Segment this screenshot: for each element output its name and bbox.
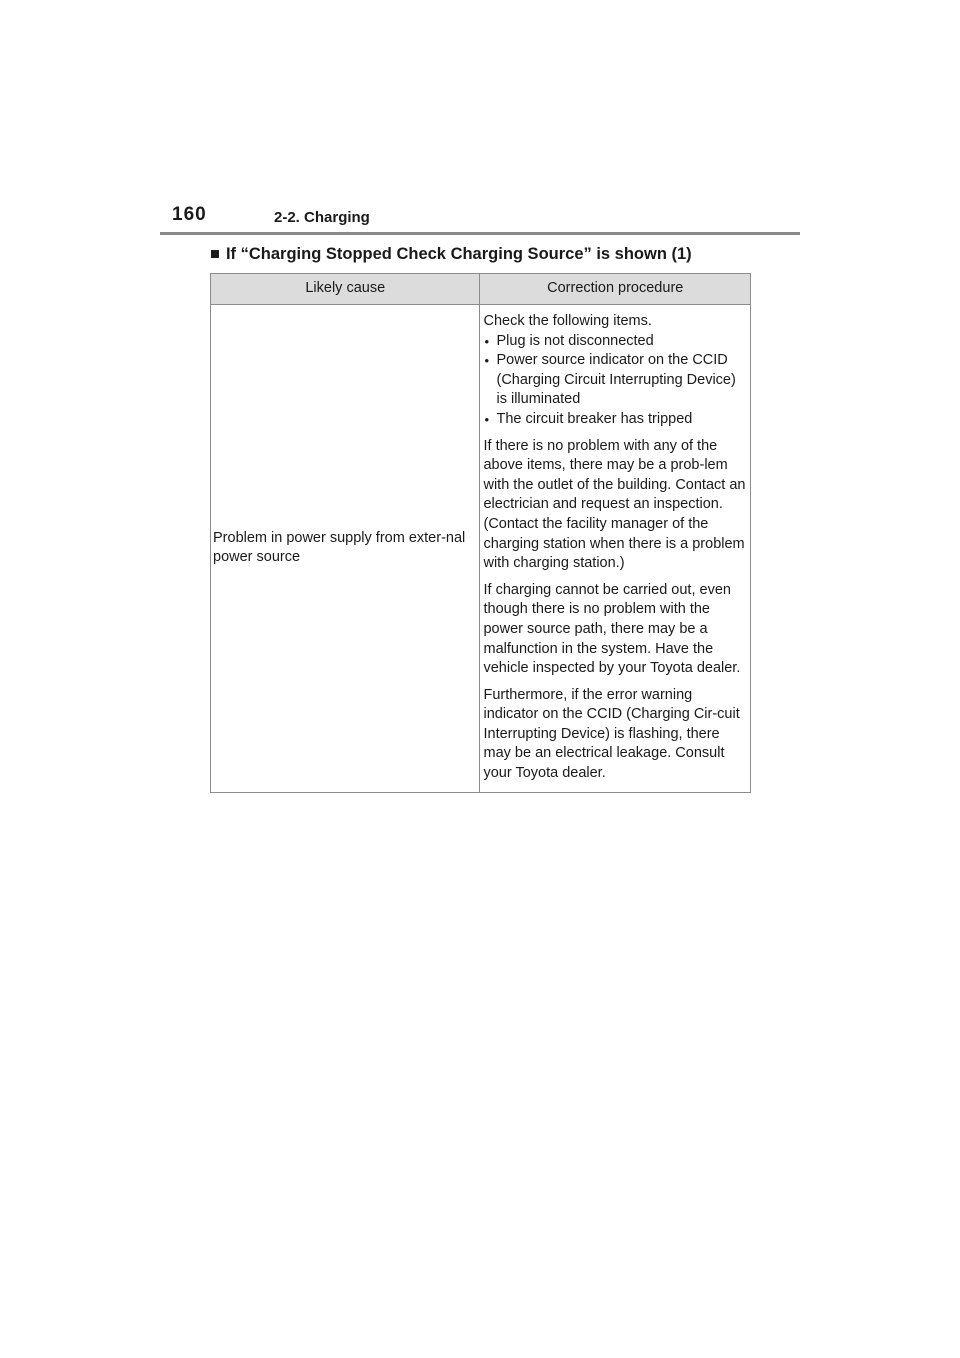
section-heading xyxy=(210,243,692,265)
table-row xyxy=(211,305,751,793)
paragraph-error-warning: Furthermore, if the error warning indicator on the CCID (Charging Cir-cuit Interrupting Device) is flashing, there may be an electrical leakage. Consult your Toyota dealer. xyxy=(483,686,740,782)
list-item-text: The circuit breaker has tripped xyxy=(496,410,693,427)
column-header-correction-procedure: Correction procedure xyxy=(480,274,751,305)
table-header-row xyxy=(211,274,751,305)
check-items-list xyxy=(483,332,746,430)
cause-correction-table xyxy=(210,273,751,793)
section-heading-text: If “Charging Stopped Check Charging Source” is shown (1) xyxy=(225,245,692,263)
paragraph-no-problem: If there is no problem with any of the above items, there may be a prob-lem with the outlet of the building. Contact an electrician and request an inspection. (Contact the facility manager of the charging station when there is a problem with charging station.) xyxy=(483,437,746,572)
list-item xyxy=(483,410,746,430)
page-header xyxy=(172,203,800,233)
list-item xyxy=(483,351,746,410)
bullet-icon: • xyxy=(484,411,490,427)
column-header-likely-cause: Likely cause xyxy=(211,274,480,305)
list-item-text: Power source indicator on the CCID (Charging Circuit Interrupting Device) is illuminated xyxy=(496,352,736,408)
bullet-icon: • xyxy=(484,353,490,369)
square-bullet-icon: ■ xyxy=(210,245,220,263)
check-intro-text: Check the following items. xyxy=(483,313,652,329)
list-item-text: Plug is not disconnected xyxy=(496,332,654,349)
bullet-icon: • xyxy=(484,333,490,349)
likely-cause-cell: Problem in power supply from exter-nal power source xyxy=(211,305,480,793)
list-item xyxy=(483,332,746,352)
paragraph-cannot-charge: If charging cannot be carried out, even though there is no problem with the power source path, there may be a malfunction in the system. Have the vehicle inspected by your Toyota dealer. xyxy=(483,581,741,677)
correction-procedure-cell xyxy=(480,305,751,793)
header-rule xyxy=(160,232,800,235)
section-title: 2-2. Charging xyxy=(274,209,370,226)
page-number: 160 xyxy=(172,204,207,225)
